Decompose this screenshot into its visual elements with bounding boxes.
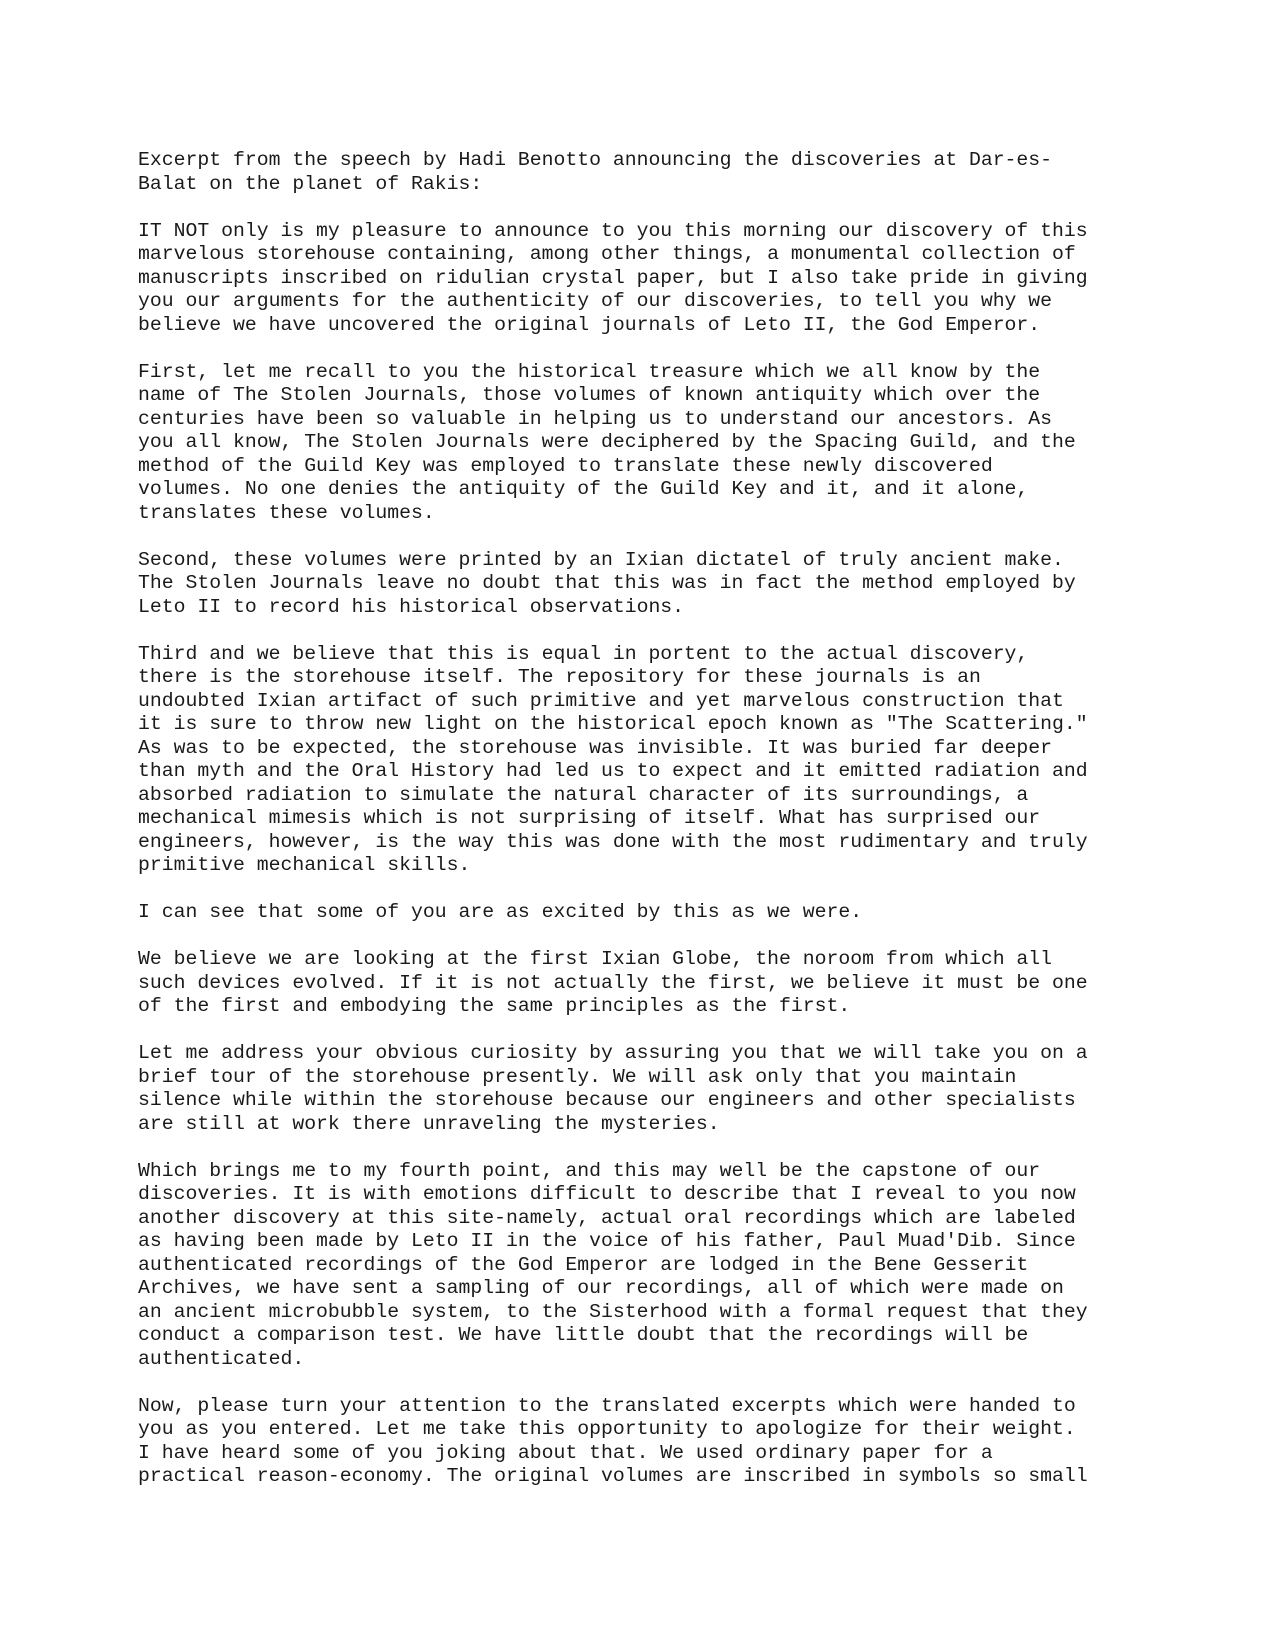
paragraph-second-point <box>138 549 1148 620</box>
text-line: as having been made by Leto II in the voice of his father, Paul Muad'Dib. Since <box>138 1230 1076 1252</box>
text-line: there is the storehouse itself. The repository for these journals is an <box>138 666 981 688</box>
text-line: authenticated. <box>138 1347 305 1370</box>
paragraph-tour <box>138 1042 1148 1136</box>
document-page <box>138 149 1148 1489</box>
text-line: manuscripts inscribed on ridulian crystal paper, but I also take pride in giving <box>138 266 1088 289</box>
text-line: it is sure to throw new light on the historical epoch known as "The Scattering." <box>138 713 1088 735</box>
paragraph-excerpts <box>138 1395 1148 1489</box>
text-line: you our arguments for the authenticity of our discoveries, to tell you why we <box>138 290 1053 312</box>
text-line: discoveries. It is with emotions difficult to describe that I reveal to you now <box>138 1183 1076 1205</box>
text-line: volumes. No one denies the antiquity of the Guild Key and it, and it alone, <box>138 478 1029 500</box>
text-line: mechanical mimesis which is not surprising of itself. What has surprised our <box>138 807 1041 829</box>
text-line: I can see that some of you are as excited by this as we were. <box>138 901 863 923</box>
text-line: of the first and embodying the same principles as the first. <box>138 995 851 1017</box>
text-line: Now, please turn your attention to the translated excerpts which were handed to <box>138 1394 1076 1417</box>
text-line: name of The Stolen Journals, those volumes of known antiquity which over the <box>138 384 1041 406</box>
text-line: authenticated recordings of the God Emperor are lodged in the Bene Gesserit <box>138 1253 1029 1276</box>
text-line: method of the Guild Key was employed to translate these newly discovered <box>138 454 993 477</box>
text-line: practical reason-economy. The original volumes are inscribed in symbols so small <box>138 1465 1088 1487</box>
paragraph-excited <box>138 901 1148 925</box>
text-line: translates these volumes. <box>138 501 435 524</box>
text-line: As was to be expected, the storehouse was invisible. It was buried far deeper <box>138 736 1053 759</box>
text-line: centuries have been so valuable in helping us to understand our ancestors. As <box>138 407 1053 430</box>
text-line: silence while within the storehouse because our engineers and other specialists <box>138 1089 1076 1111</box>
text-line: Let me address your obvious curiosity by assuring you that we will take you on a <box>138 1042 1088 1064</box>
text-line: brief tour of the storehouse presently. We will ask only that you maintain <box>138 1065 1017 1088</box>
text-line: Leto II to record his historical observations. <box>138 595 685 618</box>
text-line: an ancient microbubble system, to the Sisterhood with a formal request that they <box>138 1300 1088 1323</box>
text-line: Second, these volumes were printed by an Ixian dictatel of truly ancient make. <box>138 548 1064 571</box>
text-line: Balat on the planet of Rakis: <box>138 172 483 195</box>
paragraph-ixian-globe <box>138 948 1148 1019</box>
text-line: Which brings me to my fourth point, and this may well be the capstone of our <box>138 1159 1041 1182</box>
text-line: undoubted Ixian artifact of such primitive and yet marvelous construction that <box>138 689 1064 712</box>
text-line: believe we have uncovered the original journals of Leto II, the God Emperor. <box>138 313 1041 336</box>
text-line: absorbed radiation to simulate the natural character of its surroundings, a <box>138 783 1029 806</box>
paragraph-fourth-point <box>138 1160 1148 1372</box>
text-line: We believe we are looking at the first Ixian Globe, the noroom from which all <box>138 948 1053 970</box>
paragraph-first-point <box>138 361 1148 526</box>
text-line: conduct a comparison test. We have little doubt that the recordings will be <box>138 1324 1029 1346</box>
text-line: another discovery at this site-namely, actual oral recordings which are labeled <box>138 1206 1076 1229</box>
text-line: I have heard some of you joking about that. We used ordinary paper for a <box>138 1441 993 1464</box>
paragraph-announcement <box>138 220 1148 338</box>
text-line: engineers, however, is the way this was done with the most rudimentary and truly <box>138 830 1088 853</box>
text-line: Archives, we have sent a sampling of our recordings, all of which were made on <box>138 1277 1064 1299</box>
text-line: First, let me recall to you the historical treasure which we all know by the <box>138 360 1041 383</box>
text-line: such devices evolved. If it is not actually the first, we believe it must be one <box>138 971 1088 994</box>
text-line: Third and we believe that this is equal in portent to the actual discovery, <box>138 642 1029 665</box>
text-line: than myth and the Oral History had led us to expect and it emitted radiation and <box>138 760 1088 782</box>
text-line: primitive mechanical skills. <box>138 854 471 876</box>
text-line: IT NOT only is my pleasure to announce to you this morning our discovery of this <box>138 219 1088 242</box>
paragraph-third-point <box>138 643 1148 878</box>
text-line: you all know, The Stolen Journals were deciphered by the Spacing Guild, and the <box>138 431 1076 453</box>
text-line: The Stolen Journals leave no doubt that this was in fact the method employed by <box>138 572 1076 594</box>
text-line: are still at work there unraveling the mysteries. <box>138 1112 720 1135</box>
text-line: marvelous storehouse containing, among other things, a monumental collection of <box>138 243 1076 265</box>
text-line: Excerpt from the speech by Hadi Benotto announcing the discoveries at Dar-es- <box>138 149 1053 171</box>
paragraph-intro <box>138 149 1148 196</box>
text-line: you as you entered. Let me take this opportunity to apologize for their weight. <box>138 1418 1076 1440</box>
